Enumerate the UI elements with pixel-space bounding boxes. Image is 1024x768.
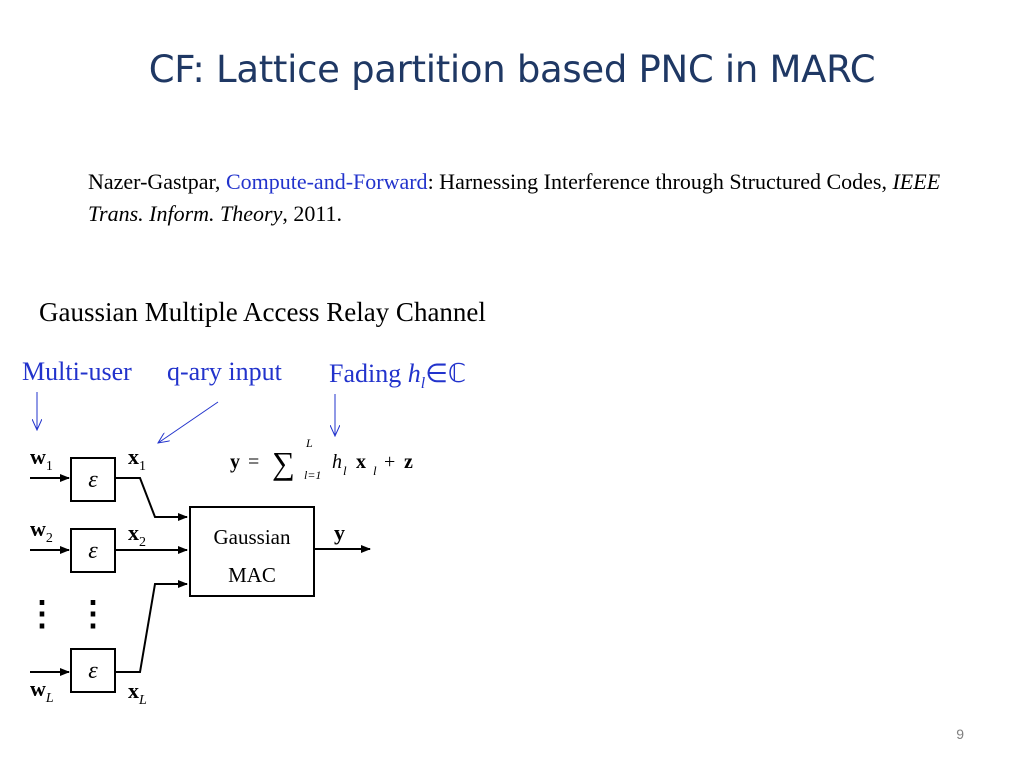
mac-label-line1: Gaussian (213, 525, 291, 549)
output-x2-label: $x_2$ (128, 520, 146, 550)
eq-plus: + (384, 451, 396, 473)
fading-complex-set: ∈ℂ (425, 359, 466, 388)
encoder-symbol-1: ε (88, 467, 98, 493)
ref-paper-title-link[interactable]: Compute-and-Forward (225, 169, 428, 194)
eq-lhs: y (230, 451, 240, 473)
eq-sum-upper: L (306, 436, 313, 450)
connection-x1 (115, 478, 187, 517)
eq-z: z (404, 451, 413, 473)
connection-xL (115, 584, 187, 672)
channel-equation (230, 436, 413, 482)
annotation-q-ary-input: q-ary input (167, 357, 282, 386)
eq-h: h (332, 451, 342, 473)
encoder-symbol-2: ε (88, 538, 98, 564)
input-wL-label: $w_L$ (30, 676, 54, 706)
output-x1-label: $x_1$ (128, 444, 146, 474)
fading-h: h (407, 359, 421, 388)
section-subtitle: Gaussian Multiple Access Relay Channel (39, 297, 486, 327)
fading-h-sub: l (420, 375, 426, 393)
eq-sum-lower: l=1 (304, 468, 322, 482)
output-xL-label: $x_L$ (128, 678, 147, 708)
annotation-multi-user: Multi-user (22, 357, 132, 386)
q-ary-arrow (158, 402, 218, 443)
fading-label: Fading (329, 359, 408, 388)
input-w2-label: $w_2$ (30, 516, 53, 546)
output-y-label: y (334, 520, 345, 545)
encoder-symbol-L: ε (88, 658, 98, 684)
mac-label-line2: MAC (228, 563, 276, 587)
eq-equals: = (248, 451, 260, 473)
ref-paper-rest: : Harnessing Interference through Structured Codes, (427, 169, 893, 194)
input-w1-label: $w_1$ (30, 444, 53, 474)
ref-year: , 2011. (282, 201, 343, 226)
page-number: 9 (956, 726, 964, 742)
encoder-vdots: ⋮ (76, 596, 110, 633)
eq-h-sub: l (343, 463, 347, 478)
eq-sum: ∑ (272, 445, 295, 481)
ref-journal: IEEE Trans. Inform. Theory (88, 169, 941, 226)
input-vdots: ⋮ (25, 596, 59, 633)
slide-title: CF: Lattice partition based PNC in MARC (148, 48, 876, 91)
eq-x-sub: l (373, 463, 377, 478)
ref-authors: Nazer-Gastpar, (88, 169, 226, 194)
eq-x: x (356, 451, 366, 473)
